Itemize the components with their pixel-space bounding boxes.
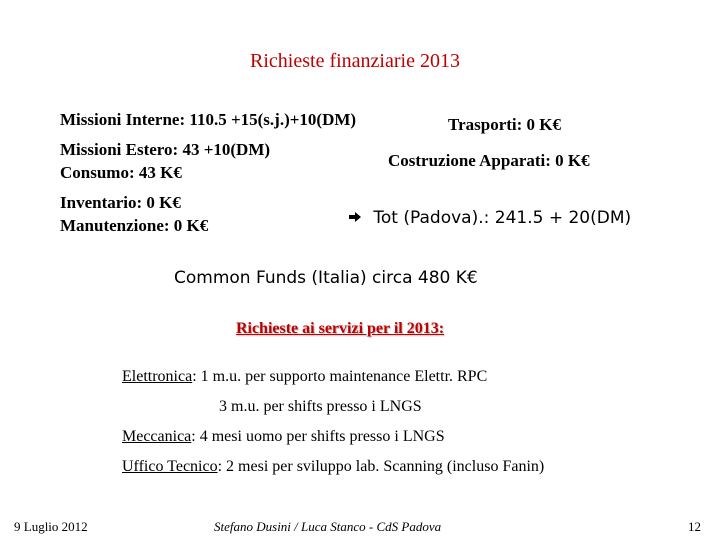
service-text: : 2 mesi per sviluppo lab. Scanning (incluso Fanin) — [217, 458, 545, 475]
footer-date: 9 Luglio 2012 — [14, 519, 88, 534]
service-text: 3 m.u. per shifts presso i LNGS — [219, 398, 422, 415]
service-meccanica — [122, 428, 445, 446]
footer-page-number: 12 — [688, 519, 701, 534]
service-label: Elettronica — [122, 368, 193, 385]
arrow-right-icon — [348, 208, 362, 228]
service-label: Meccanica — [122, 428, 192, 445]
service-text: : 4 mesi uomo per shifts presso i LNGS — [191, 428, 445, 445]
total-line — [348, 208, 631, 228]
left-item-consumo: Consumo: 43 K€ — [60, 163, 182, 182]
left-item-missioni-interne: Missioni Interne: 110.5 +15(s.j.)+10(DM) — [60, 110, 357, 129]
footer-authors: Stefano Dusini / Luca Stanco - CdS Padova — [214, 519, 442, 534]
service-text: : 1 m.u. per supporto maintenance Elettr. RPC — [192, 368, 488, 385]
service-elettronica-cont — [219, 398, 422, 416]
total-text: Tot (Padova).: 241.5 + 20(DM) — [373, 208, 632, 228]
common-funds: Common Funds (Italia) circa 480 K€ — [174, 268, 478, 288]
services-heading: Richieste ai servizi per il 2013: — [235, 320, 445, 337]
right-item-trasporti: Trasporti: 0 K€ — [448, 115, 562, 134]
service-ufficio-tecnico — [122, 458, 544, 476]
service-elettronica — [122, 368, 487, 386]
left-item-manutenzione: Manutenzione: 0 K€ — [60, 216, 209, 235]
left-item-missioni-estero: Missioni Estero: 43 +10(DM) — [60, 140, 271, 159]
slide-title: Richieste finanziarie 2013 — [250, 50, 460, 72]
right-item-costruzione-apparati: Costruzione Apparati: 0 K€ — [388, 151, 590, 170]
service-label: Uffico Tecnico — [122, 458, 218, 475]
left-item-inventario: Inventario: 0 K€ — [60, 193, 181, 212]
